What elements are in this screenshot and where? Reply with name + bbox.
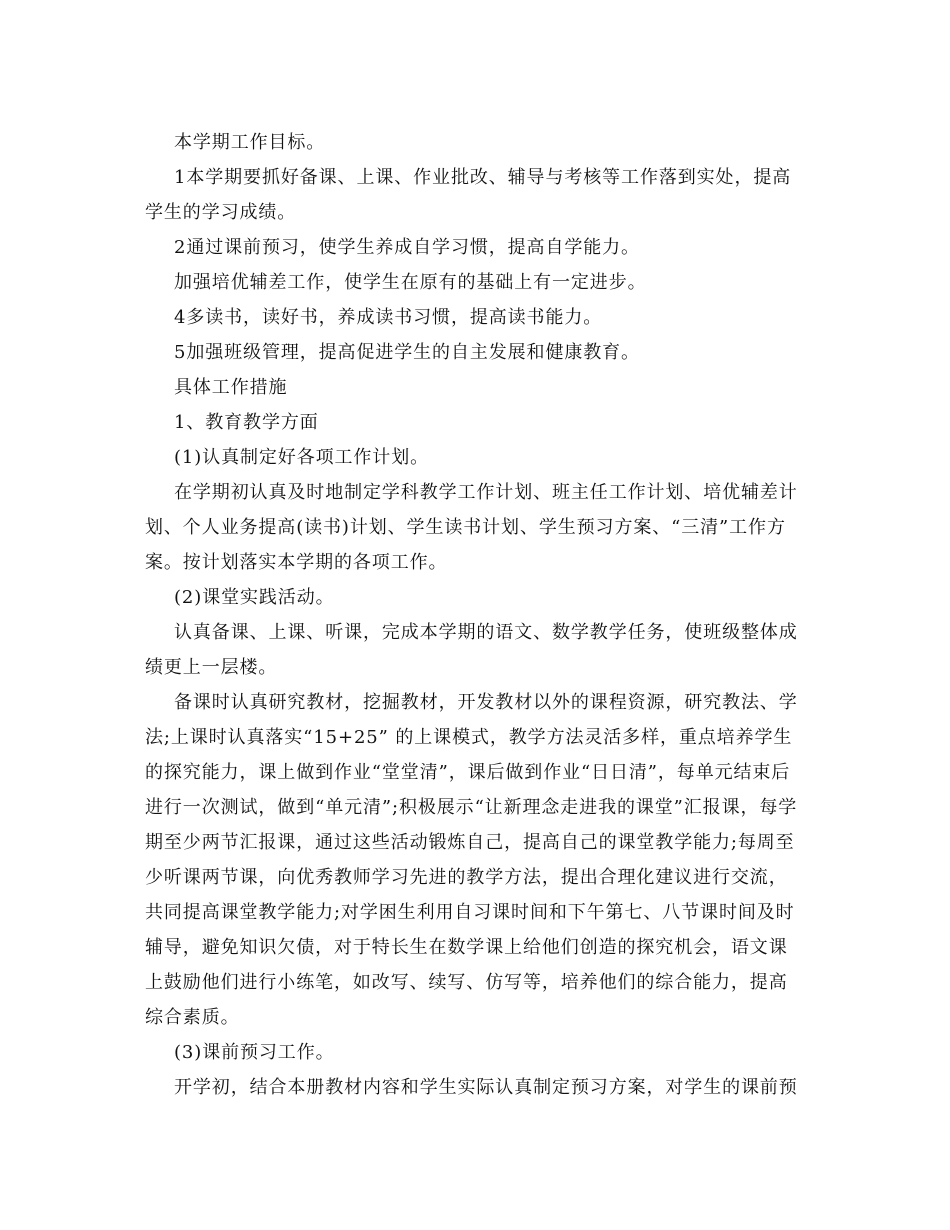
paragraph-goal-5: 5加强班级管理，提高促进学生的自主发展和健康教育。 bbox=[174, 342, 640, 363]
paragraph-subsection-2-heading: (2)课堂实践活动。 bbox=[174, 587, 335, 608]
paragraph-section-1-heading: 1、教育教学方面 bbox=[174, 412, 319, 433]
paragraph-work-plans: 在学期初认真及时地制定学科教学工作计划、班主任工作计划、培优辅差计划、个人业务提高(读书)计划、学生读书计划、学生预习方案、“三清”工作方案。按计划落实本学期的各项工作。 bbox=[145, 482, 798, 573]
paragraph-goal-2: 2通过课前预习，使学生养成自学习惯，提高自学能力。 bbox=[174, 237, 640, 258]
paragraph-measures-heading: 具体工作措施 bbox=[174, 377, 288, 398]
paragraph-goal-4: 4多读书，读好书，养成读书习惯，提高读书能力。 bbox=[174, 307, 603, 328]
paragraph-subsection-3-heading: (3)课前预习工作。 bbox=[174, 1042, 335, 1063]
paragraph-subsection-1-heading: (1)认真制定好各项工作计划。 bbox=[174, 447, 429, 468]
paragraph-goals-heading: 本学期工作目标。 bbox=[174, 132, 326, 153]
paragraph-teaching-tasks: 认真备课、上课、听课，完成本学期的语文、数学教学任务，使班级整体成绩更上一层楼。 bbox=[145, 622, 798, 678]
paragraph-goal-3: 加强培优辅差工作，使学生在原有的基础上有一定进步。 bbox=[174, 272, 647, 293]
paragraph-goal-1: 1本学期要抓好备课、上课、作业批改、辅导与考核等工作落到实处，提高学生的学习成绩。 bbox=[145, 167, 792, 223]
paragraph-preview-work: 开学初，结合本册教材内容和学生实际认真制定预习方案，对学生的课前预 bbox=[174, 1077, 798, 1098]
paragraph-lesson-preparation: 备课时认真研究教材，挖掘教材，开发教材以外的课程资源，研究教法、学法;上课时认真落实“15+25” 的上课模式，教学方法灵活多样，重点培养学生的探究能力，课上做到作业“堂堂清”，课后做到作业“日日清”，每单元结束后进行一次测试，做到“单元清”;积极展示“让新理念走进我的课堂”汇报课，每学期至少两节汇报课，通过这些活动锻炼自己，提高自己的课堂教学能力;每周至少听课两节课，向优秀教师学习先进的教学方法，提出合理化建议进行交流，共同提高课堂教学能力;对学困生利用自习课时间和下午第七、八节课时间及时辅导，避免知识欠债，对于特长生在数学课上给他们创造的探究机会，语文课上鼓励他们进行小练笔，如改写、续写、仿写等，培养他们的综合能力，提高综合素质。 bbox=[145, 692, 798, 1028]
document-body bbox=[145, 125, 805, 1105]
